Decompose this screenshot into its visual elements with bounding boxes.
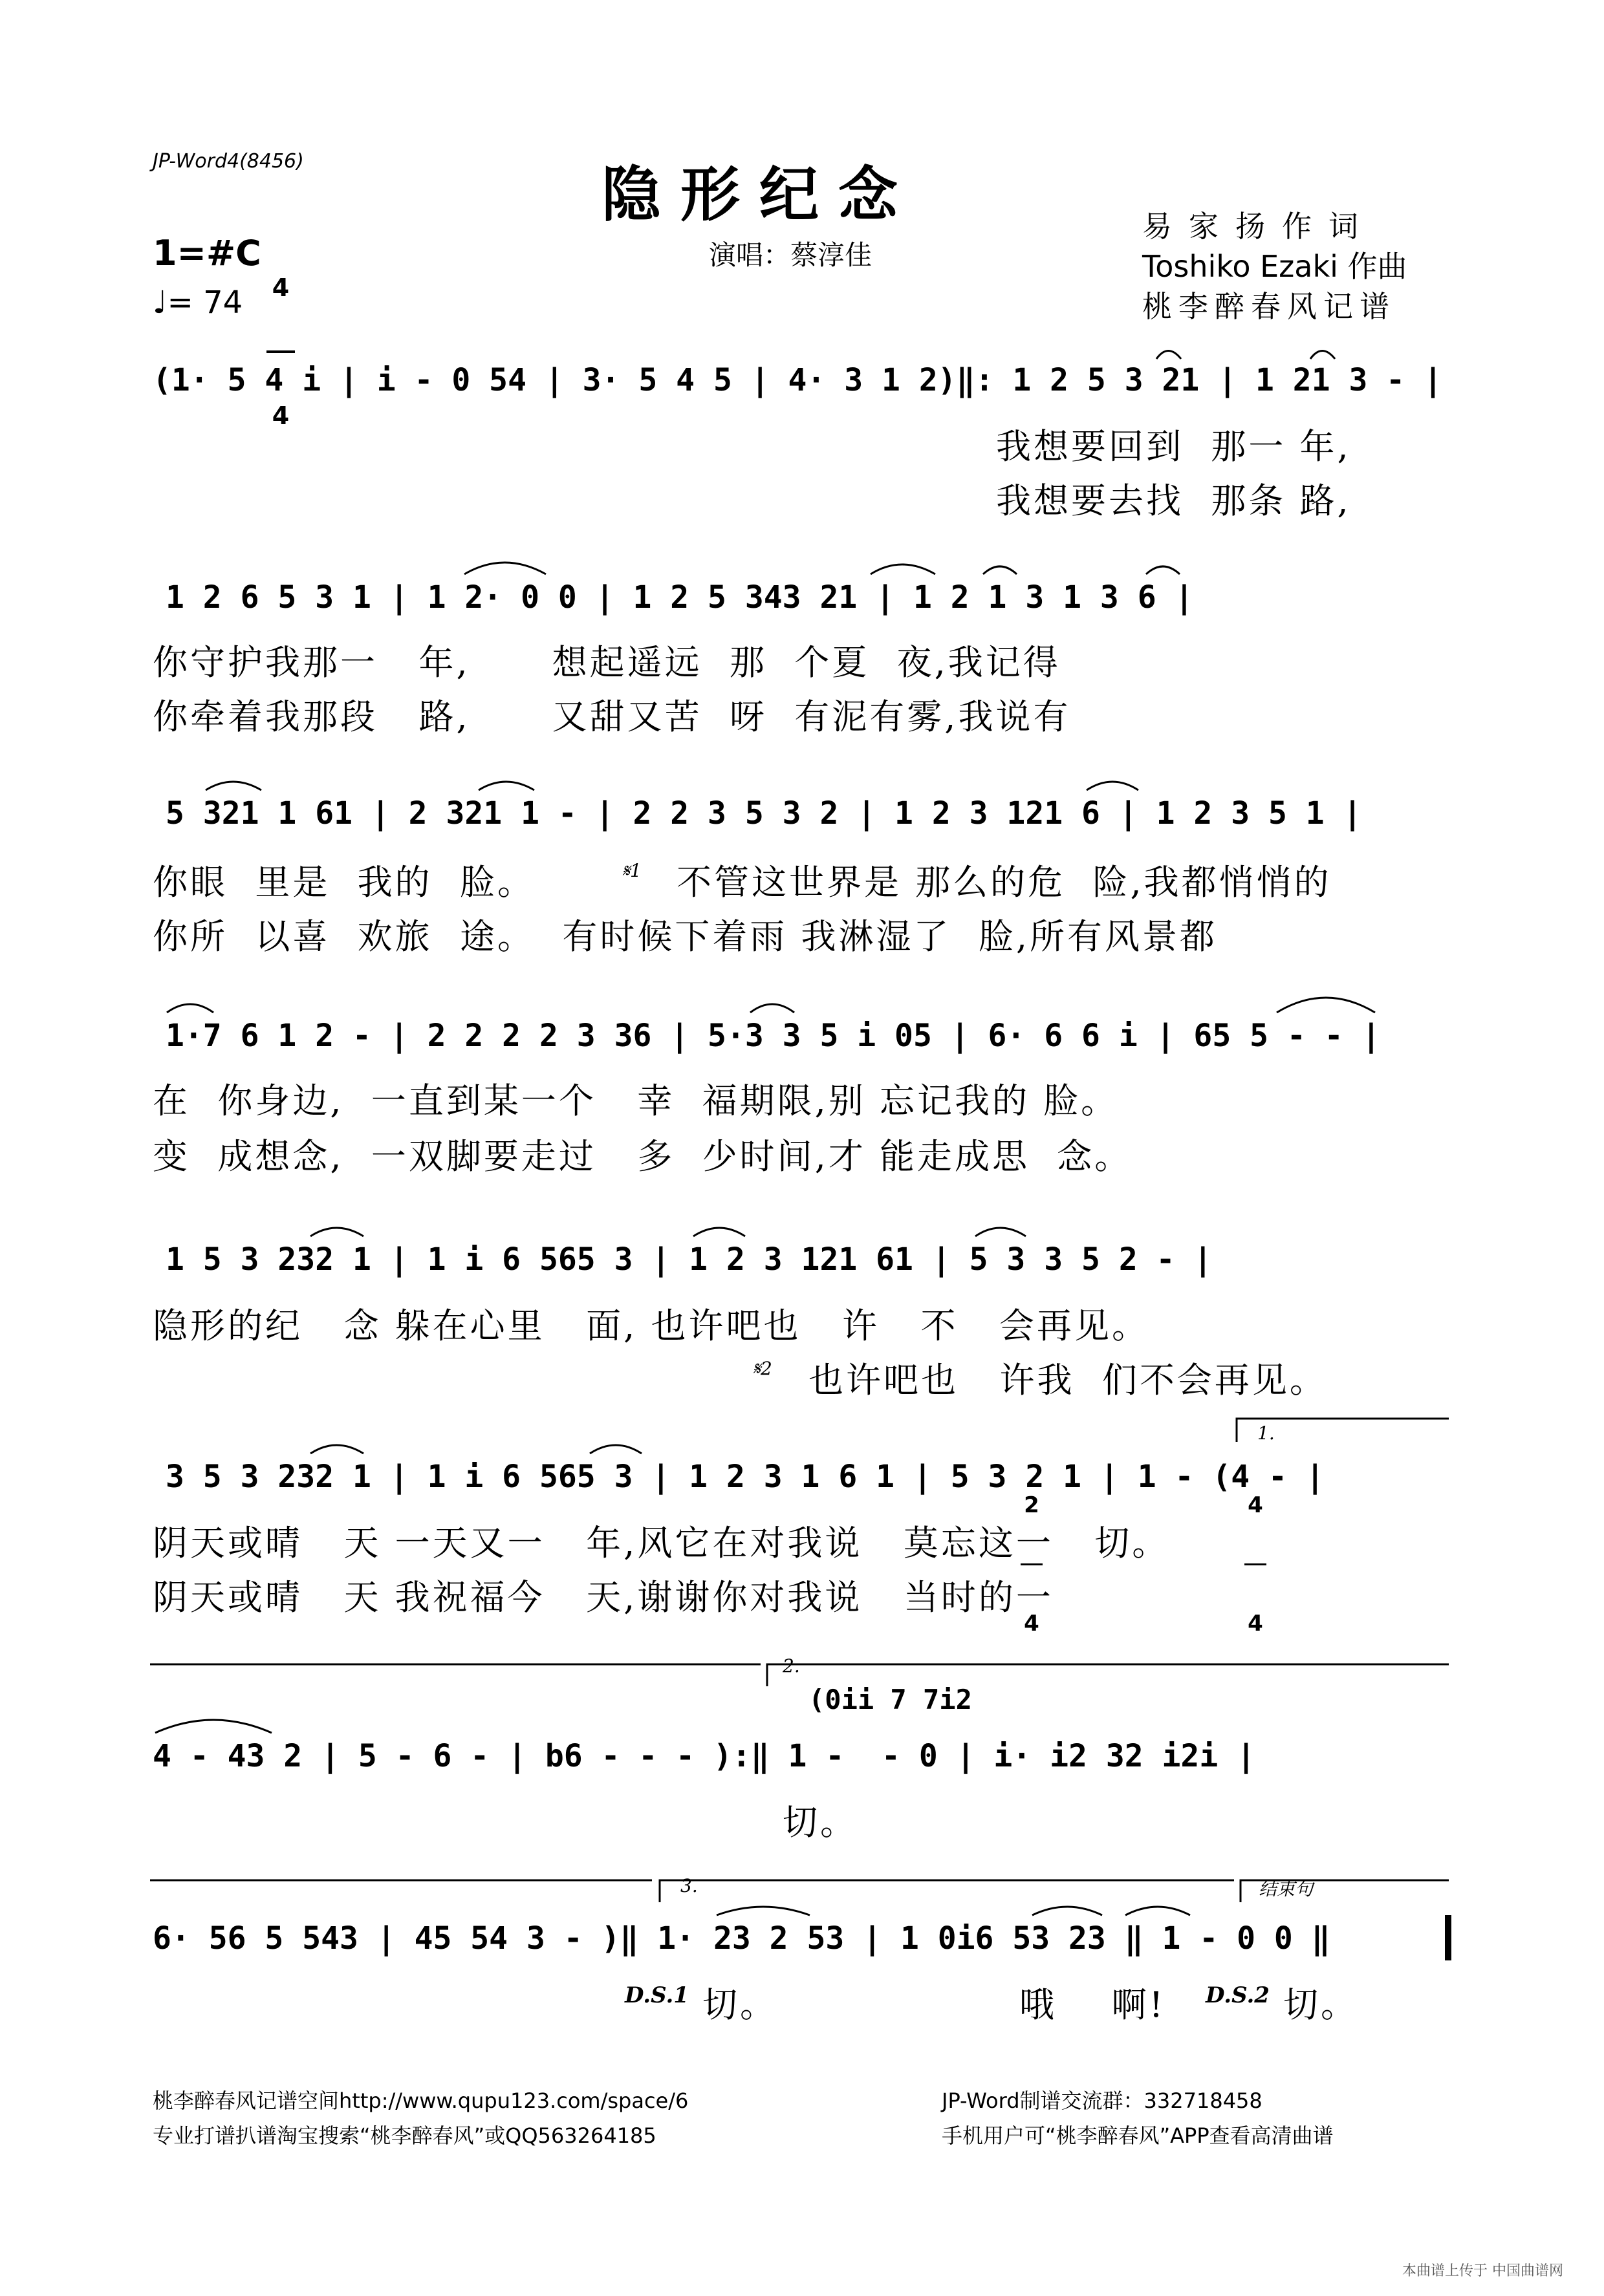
slur	[155, 1720, 272, 1733]
inner-time-numerator: 2	[1024, 1492, 1039, 1518]
footer-left-2: 专业打谱扒谱淘宝搜索“桃李醉春风”或QQ563264185	[153, 2123, 656, 2148]
slur	[750, 1004, 794, 1013]
software-label: JP-Word4(8456)	[153, 150, 304, 173]
watermark-text: 本曲谱上传于 中国曲谱网	[1402, 2263, 1563, 2279]
segno-2-marker: 𝄋2	[753, 1358, 772, 1379]
slur	[1310, 351, 1335, 359]
slur	[167, 1004, 213, 1013]
system-3-music: 5 321 1 61 | 2 321 1 - | 2 2 3 5 3 2 | 1 2 3 121 6 | 1 2 3 5 1 |	[166, 795, 1362, 831]
volta-bracket	[1241, 1880, 1449, 1902]
time-numerator: 4	[272, 274, 290, 302]
volta-bracket	[767, 1664, 1449, 1686]
slur	[1125, 1907, 1190, 1915]
footer-right-2: 手机用户可“桃李醉春风”APP查看高清曲谱	[942, 2123, 1334, 2148]
system-5-lyric-1: 隐形的纪 念 躲在心里 面, 也许吧也 许 不 会再见。	[153, 1305, 1149, 1346]
system-4-lyric-1: 在 你身边, 一直到某一个 幸 福期限,别 忘记我的 脸。	[153, 1080, 1119, 1121]
slur	[310, 1228, 363, 1236]
footer-left-1: 桃李醉春风记谱空间http://www.qupu123.com/space/6	[153, 2088, 689, 2113]
segno-1-marker: 𝄋1	[622, 860, 642, 881]
system-3-lyric-1b: 不管这世界是 那么的危 险,我都悄悄的	[677, 862, 1332, 903]
singer-credit: 演唱：蔡淳佳	[709, 239, 872, 271]
slur	[693, 1228, 745, 1236]
transcriber-credit: 桃李醉春风记谱	[1142, 289, 1396, 324]
system-7-music: 4 - 43 2 | 5 - 6 - | b6 - - - ):‖ 1 - - 0 | i· i2 32 i2i |	[153, 1738, 1256, 1774]
system-6-music: 3 5 3 232 1 | 1 i 6 565 3 | 1 2 3 1 6 1 | 5 3 2 1 | 1 - (4 - |	[166, 1459, 1325, 1495]
slur	[1277, 998, 1375, 1013]
slur	[310, 1445, 363, 1454]
slur	[975, 1228, 1026, 1236]
key-signature: 1=#C	[153, 233, 261, 274]
ending-label: 结束句	[1259, 1878, 1314, 1900]
volta-bracket	[1237, 1419, 1449, 1442]
system-8-lyric-1: 切。	[702, 1984, 777, 2025]
system-1-lyric-1: 我想要回到 那一 年,	[996, 426, 1351, 467]
slur	[206, 782, 261, 790]
system-3-lyric-2: 你所 以喜 欢旅 途。 有时候下着雨 我淋湿了 脸,所有风景都	[153, 916, 1217, 957]
slur	[1156, 351, 1181, 359]
system-4-music: 1·7 6 1 2 - | 2 2 2 2 3 36 | 5·3 3 5 i 05 | 6· 6 6 i | 65 5 - - |	[166, 1018, 1381, 1054]
system-4-lyric-2: 变 成想念, 一双脚要走过 多 少时间,才 能走成思 念。	[153, 1136, 1133, 1177]
system-3-lyric-1a: 你眼 里是 我的 脸。	[153, 862, 535, 903]
time-denominator: 4	[272, 402, 290, 430]
slur	[983, 566, 1017, 574]
tempo-marking: ♩= 74	[153, 284, 243, 321]
system-7-upper-voice: (0ii 7 7i2	[808, 1684, 972, 1715]
composer-credit: Toshiko Ezaki 作曲	[1142, 249, 1407, 284]
outer-time-numerator: 4	[1248, 1492, 1263, 1518]
ds1-mark: D.S.1	[625, 1982, 689, 2008]
inner-time-denominator: 4	[1024, 1611, 1039, 1636]
system-8-lyric-2: 哦 啊!	[1019, 1984, 1166, 2025]
slur	[717, 1907, 810, 1915]
system-8-lyric-3: 切。	[1283, 1984, 1358, 2025]
system-8-music: 6· 56 5 543 | 45 54 3 - )‖ 1· 23 2 53 | 1 0i6 53 23 ‖ 1 - 0 0 ‖	[153, 1920, 1330, 1957]
slur	[1146, 566, 1180, 574]
system-5-music: 1 5 3 232 1 | 1 i 6 565 3 | 1 2 3 121 61 | 5 3 3 5 2 - |	[166, 1241, 1213, 1278]
system-2-music: 1 2 6 5 3 1 | 1 2· 0 0 | 1 2 5 343 21 | 1 2 1 3 1 3 6 |	[166, 579, 1194, 616]
outer-time-denominator: 4	[1248, 1611, 1263, 1636]
slur	[464, 563, 546, 574]
system-1-lyric-2: 我想要去找 那条 路,	[996, 480, 1351, 521]
system-6-lyric-1: 阴天或晴 天 一天又一 年,风它在对我说 莫忘这一 切。	[153, 1523, 1170, 1563]
final-barline	[1445, 1915, 1451, 1960]
system-2-lyric-1: 你守护我那一 年, 想起遥远 那 个夏 夜,我记得	[153, 642, 1061, 683]
lyricist-credit: 易家扬作词	[1142, 209, 1375, 244]
volta-2-label: 2.	[783, 1655, 800, 1677]
volta-bracket	[660, 1880, 1234, 1902]
system-5-lyric-2: 也许吧也 许我 们不会再见。	[808, 1360, 1327, 1400]
slur	[590, 1445, 642, 1454]
slur	[1032, 1907, 1102, 1915]
volta-3-label: 3.	[680, 1875, 698, 1896]
system-7-lyric-1: 切。	[783, 1802, 858, 1843]
page-title: 隐形纪念	[602, 160, 918, 230]
slur	[1087, 782, 1138, 790]
slur	[479, 782, 534, 790]
system-6-lyric-2: 阴天或晴 天 我祝福今 天,谢谢你对我说 当时的一	[153, 1577, 1054, 1618]
slur	[871, 564, 935, 574]
system-1-music: (1· 5 4 i | i - 0 54 | 3· 5 4 5 | 4· 3 1 2)‖: 1 2 5 3 21 | 1 21 3 - |	[153, 362, 1442, 398]
ds2-mark: D.S.2	[1206, 1982, 1270, 2008]
footer-right-1: JP-Word制谱交流群：332718458	[942, 2088, 1263, 2113]
volta-1-label: 1.	[1257, 1422, 1275, 1444]
system-2-lyric-2: 你牵着我那段 路, 又甜又苦 呀 有泥有雾,我说有	[153, 696, 1071, 737]
